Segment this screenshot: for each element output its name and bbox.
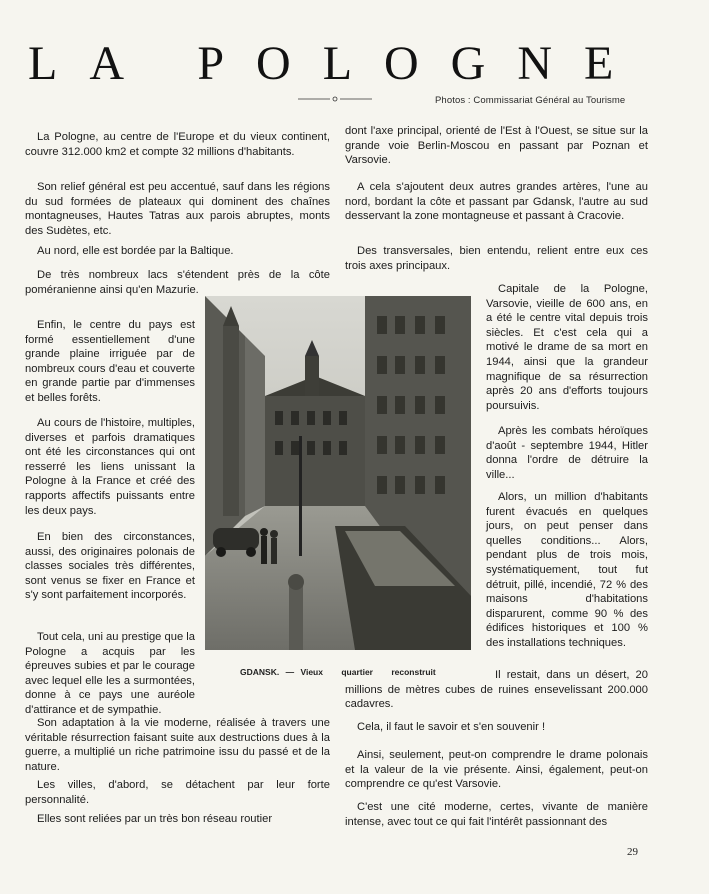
- paragraph: De très nombreux lacs s'étendent près de la côte poméranienne ainsi qu'en Mazurie.: [25, 269, 330, 296]
- paragraph: Au cours de l'histoire, multiples, diverses et parfois dramatiques ont été les circonstances qui ont resserré les liens unissant la Pologne à la France et créé des rapports affectifs puissants entre les deux pays.: [25, 417, 195, 517]
- paragraph: Après les combats héroïques d'août - septembre 1944, Hitler donna l'ordre de détruire la ville...: [486, 425, 648, 481]
- caption-text: Vieux quartier reconstruit: [300, 667, 436, 677]
- paragraph: Les villes, d'abord, se détachent par leur forte personnalité.: [25, 779, 330, 806]
- paragraph: Son relief général est peu accentué, sauf dans les régions du sud formées de plateaux qui dominent des chaînes montagneuses, Hautes Tatras aux parois abruptes, monts des Sudètes, etc.: [25, 181, 330, 237]
- photo-credit: Photos : Commissariat Général au Tourisme: [435, 95, 626, 106]
- title-text: LA POLOGNE: [28, 37, 646, 90]
- gdansk-photo: [205, 296, 471, 650]
- page-number: 29: [627, 846, 638, 858]
- paragraph: Ainsi, seulement, peut-on comprendre le drame polonais et la valeur de la vie présente. Ainsi, également, peut-on comprendre ce qu'est Varsovie.: [345, 749, 648, 791]
- paragraph: C'est une cité moderne, certes, vivante de manière intense, avec tout ce qui fait l'intérêt passionnant des: [345, 801, 648, 828]
- ornament-rule-icon: [298, 96, 372, 102]
- paragraph: Il restait, dans un désert, 20 millions de mètres cubes de ruines ensevelissant 200.000 cadavres.: [345, 669, 648, 711]
- paragraph: dont l'axe principal, orienté de l'Est à l'Ouest, se situe sur la grande voie Berlin-Moscou en passant par Poznan et Varsovie.: [345, 125, 648, 167]
- paragraph: A cela s'ajoutent deux autres grandes artères, l'une au nord, bordant la côte et passant par Gdansk, l'autre au sud desservant la zone montagneuse et passant à Cracovie.: [345, 181, 648, 223]
- paragraph: Enfin, le centre du pays est formé essentiellement d'une grande plaine irriguée par de nombreux cours d'eau et couverte en grande partie par d'immenses et belles forêts.: [25, 319, 195, 404]
- paragraph: Elles sont reliées par un très bon réseau routier: [37, 813, 273, 825]
- paragraph: Alors, un million d'habitants furent évacués en quelques jours, on peut penser dans quelles conditions... Alors, pendant plus de trois mois, systématiquement, tout fut détruit, pillé, incendié, 72 % des maisons d'habitations disparurent, comme 90 % des édifices historiques et 100 % des installations techniques.: [486, 491, 648, 649]
- paragraph: Capitale de la Pologne, Varsovie, vieille de 600 ans, en a été le centre vital depuis trois siècles. Et c'est cela qui a motivé le drame de sa mort en 1944, ainsi que la grandeur magnifique de sa résurrection après 20 ans d'efforts toujours poursuivis.: [486, 283, 648, 412]
- paragraph: Cela, il faut le savoir et s'en souvenir !: [357, 721, 546, 733]
- street-scene-image: [205, 296, 471, 650]
- paragraph: En bien des circonstances, aussi, des originaires polonais de classes sociales très différentes, sont venus se fixer en France et s'y sont parfaitement incorporés.: [25, 531, 195, 602]
- paragraph: Des transversales, bien entendu, relient entre eux ces trois axes principaux.: [345, 245, 648, 272]
- page-title: [0, 38, 709, 90]
- paragraph: Son adaptation à la vie moderne, réalisée à travers une véritable résurrection faisant suite aux destructions dues à la guerre, a multiplié un riche patrimoine issu du passé et de la nature.: [25, 717, 330, 773]
- caption-dash: —: [285, 667, 295, 677]
- photo-caption: [240, 667, 436, 677]
- paragraph: Tout cela, uni au prestige que la Pologne a acquis par les épreuves subies et par le courage avec lequel elle les a surmontées, donne à ce pays une auréole d'attirance et de sympathie.: [25, 631, 195, 716]
- paragraph: La Pologne, au centre de l'Europe et du vieux continent, couvre 312.000 km2 et compte 32 millions d'habitants.: [25, 131, 330, 158]
- paragraph: Au nord, elle est bordée par la Baltique.: [37, 245, 234, 257]
- caption-place: GDANSK.: [240, 667, 280, 677]
